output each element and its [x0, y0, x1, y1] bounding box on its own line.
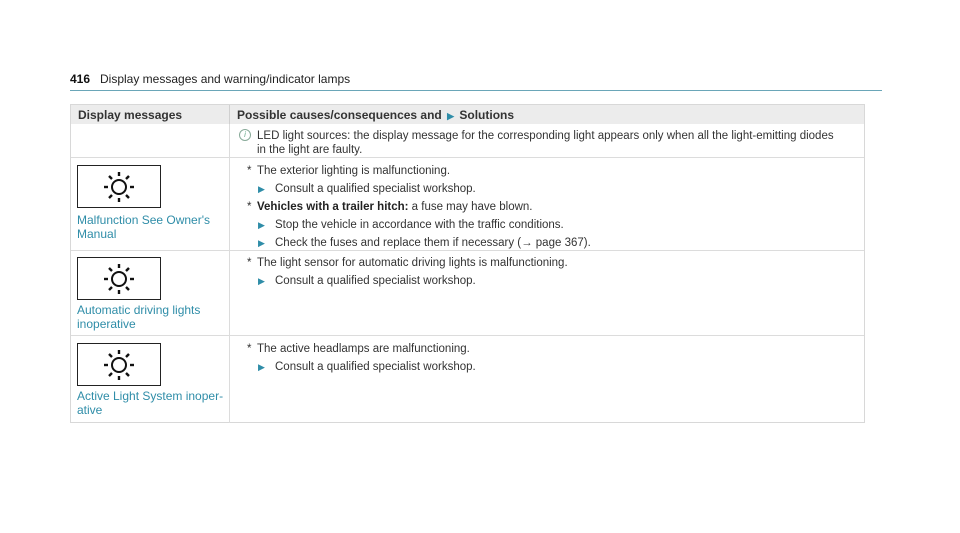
table-header — [71, 105, 864, 124]
row-divider — [71, 335, 864, 336]
solution-arrow-icon: ▶ — [258, 276, 265, 286]
causes-label: Possible causes/consequences and — [237, 108, 442, 122]
column-divider — [229, 124, 230, 423]
solution-text: Consult a qualified specialist workshop. — [275, 361, 476, 373]
cause-text: The exterior lighting is malfunctioning. — [257, 165, 451, 177]
note-line: in the light are faulty. — [257, 144, 363, 156]
column-header-causes — [237, 108, 514, 122]
solution-text: Stop the vehicle in accordance with the traffic conditions. — [275, 219, 564, 231]
solution-arrow-icon: ▶ — [258, 362, 265, 372]
solution-text: Check the fuses and replace them if necessary (→ page 367). — [275, 237, 591, 249]
solution-arrow-icon: ▶ — [258, 220, 265, 230]
led-note — [257, 129, 857, 157]
page-header — [70, 68, 882, 91]
solution-arrow-icon: ▶ — [258, 238, 265, 248]
message-label — [77, 213, 227, 241]
exterior-light-icon — [103, 170, 135, 203]
cause-bullet: * — [247, 201, 252, 213]
header-divider — [229, 105, 230, 124]
exterior-light-symbol — [77, 165, 161, 208]
solution-text: Consult a qualified specialist workshop. — [275, 275, 476, 287]
solutions-arrow-icon: ▶ — [447, 111, 455, 121]
solution-text: Consult a qualified specialist workshop. — [275, 183, 476, 195]
solutions-label: Solutions — [459, 108, 515, 122]
message-label-line: Manual — [77, 227, 117, 241]
message-label-line: Automatic driving lights — [77, 303, 201, 317]
page-number: 416 — [70, 72, 91, 86]
info-icon: i — [239, 129, 251, 141]
solution-arrow-icon: ▶ — [258, 184, 265, 194]
cause-bullet: * — [247, 343, 252, 355]
cause-text — [257, 200, 532, 214]
message-label-line: Active Light System inoper- — [77, 389, 224, 403]
message-label-line: Malfunction See Owner's — [77, 213, 211, 227]
message-label-line: inoperative — [77, 317, 136, 331]
message-label — [77, 389, 227, 417]
page-title: Display messages and warning/indicator lamps — [100, 72, 351, 86]
cause-condition: Vehicles with a trailer hitch: — [257, 201, 409, 213]
cause-detail: a fuse may have blown. — [408, 201, 533, 213]
exterior-light-symbol — [77, 343, 161, 386]
message-label-line: ative — [77, 403, 103, 417]
row-divider — [71, 157, 864, 158]
exterior-light-symbol — [77, 257, 161, 300]
cause-bullet: * — [247, 257, 252, 269]
cause-text: The active headlamps are malfunctioning. — [257, 343, 470, 355]
display-messages-table — [70, 104, 865, 423]
message-label — [77, 303, 227, 331]
column-header-messages: Display messages — [78, 108, 183, 122]
note-line: LED light sources: the display message for the corresponding light appears only when all the light-emitting diodes — [257, 130, 834, 142]
cause-text: The light sensor for automatic driving lights is malfunctioning. — [257, 257, 568, 269]
exterior-light-icon — [103, 262, 135, 295]
exterior-light-icon — [103, 348, 135, 381]
cause-bullet: * — [247, 165, 252, 177]
row-divider — [71, 250, 864, 251]
